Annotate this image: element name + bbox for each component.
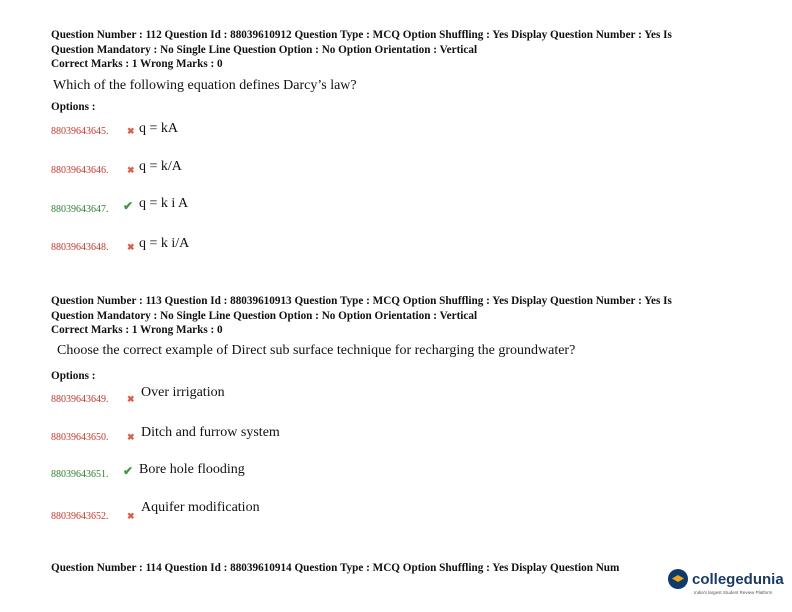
- question-meta-line2: Question Mandatory : No Single Line Question Option : No Option Orientation : Vertical: [51, 43, 478, 56]
- cross-mark-icon: ✖: [127, 126, 135, 136]
- cross-mark-icon: ✖: [127, 394, 135, 404]
- question-meta-line1: Question Number : 113 Question Id : 88039610913 Question Type : MCQ Option Shuffling : Yes Display Question Number : Yes Is: [51, 295, 672, 307]
- watermark-name: collegedunia: [692, 571, 784, 588]
- question-marks: Correct Marks : 1 Wrong Marks : 0: [51, 58, 223, 70]
- question-text: Which of the following equation defines Darcy’s law?: [53, 78, 357, 93]
- option-id: 88039643649.: [51, 394, 109, 405]
- option-id: 88039643648.: [51, 242, 109, 253]
- next-question-meta: Question Number : 114 Question Id : 88039610914 Question Type : MCQ Option Shuffling : Yes Display Question Num: [51, 562, 620, 574]
- option-id: 88039643652.: [51, 511, 109, 522]
- option-text: Aquifer modification: [141, 500, 260, 515]
- question-meta-line1: Question Number : 112 Question Id : 88039610912 Question Type : MCQ Option Shuffling : Yes Display Question Number : Yes Is: [51, 29, 672, 41]
- collegedunia-watermark: [664, 563, 792, 612]
- question-text: Choose the correct example of Direct sub surface technique for recharging the groundwater?: [57, 343, 576, 358]
- options-label: Options :: [51, 101, 96, 113]
- cross-mark-icon: ✖: [127, 242, 135, 252]
- question-meta-line2: Question Mandatory : No Single Line Question Option : No Option Orientation : Vertical: [51, 309, 478, 322]
- question-meta: [51, 28, 751, 72]
- cross-mark-icon: ✖: [127, 165, 135, 175]
- option-text: Over irrigation: [141, 385, 225, 400]
- cross-mark-icon: ✖: [127, 511, 135, 521]
- option-id: 88039643646.: [51, 165, 109, 176]
- graduation-cap-logo-icon: [668, 569, 688, 589]
- option-id: 88039643651.: [51, 469, 109, 480]
- option-text: q = kA: [139, 121, 179, 136]
- check-mark-icon: ✔: [123, 199, 134, 213]
- option-text: q = k i/A: [139, 236, 190, 251]
- option-text: Ditch and furrow system: [141, 425, 280, 440]
- option-id: 88039643645.: [51, 126, 109, 137]
- option-text: Bore hole flooding: [139, 462, 245, 477]
- check-mark-icon: ✔: [123, 464, 134, 478]
- option-text: q = k/A: [139, 159, 182, 174]
- option-id: 88039643647.: [51, 204, 109, 215]
- cross-mark-icon: ✖: [127, 432, 135, 442]
- question-meta: [51, 294, 751, 338]
- watermark-tagline: India's largest Student Review Platform: [694, 590, 773, 595]
- option-text: q = k i A: [139, 196, 189, 211]
- options-label: Options :: [51, 370, 96, 382]
- question-marks: Correct Marks : 1 Wrong Marks : 0: [51, 324, 223, 336]
- option-id: 88039643650.: [51, 432, 109, 443]
